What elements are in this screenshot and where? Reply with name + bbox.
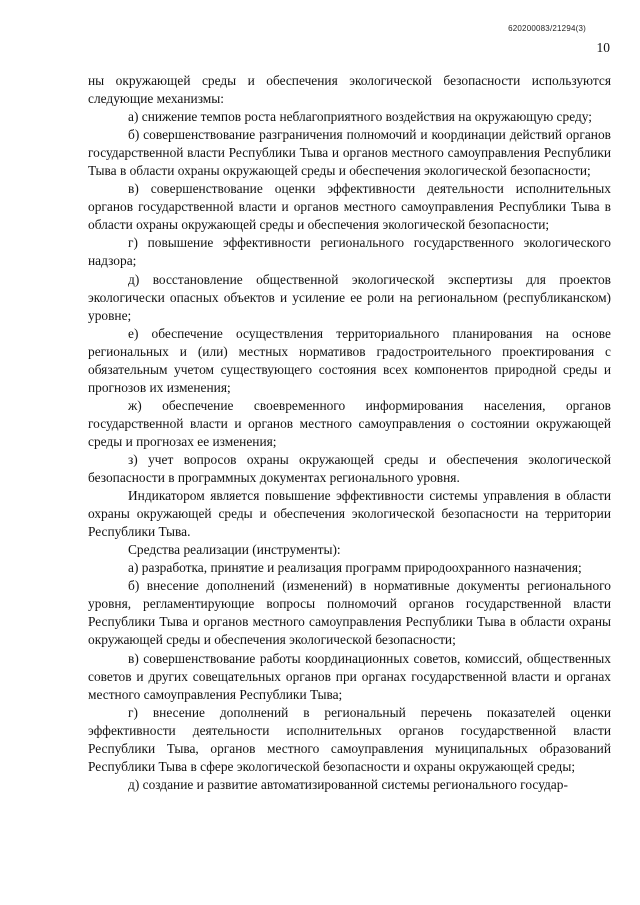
list-item-d: д) восстановление общественной экологической экспертизы для проектов экологически опасных объектов и усиление ее роли на региональном (республиканском) уровне; (88, 271, 611, 323)
tool-item-b: б) внесение дополнений (изменений) в нормативные документы регионального уровня, регламентирующие вопросы полномочий органов государственной власти Республики Тыва и органов местного самоуправления Республики Тыва в области охраны окружающей среды и обеспечения экологической безопасности; (88, 578, 611, 648)
indicator-paragraph: Индикатором является повышение эффективности системы управления в области охраны окружающей среды и обеспечения экологической безопасности на территории Республики Тыва. (88, 488, 611, 540)
list-item-b: б) совершенствование разграничения полномочий и координации действий органов государственной власти Республики Тыва и органов местного самоуправления Республики Тыва в области охраны окружающей среды и обеспечения экологической безопасности; (88, 127, 611, 179)
tools-heading: Средства реализации (инструменты): (128, 542, 341, 558)
paragraph: ны окружающей среды и обеспечения экологической безопасности используются следующие механизмы: (88, 73, 611, 107)
tool-item-v: в) совершенствование работы координационных советов, комиссий, общественных советов и других совещательных органов при органах государственной власти и органах местного самоуправления Республики Тыва; (88, 650, 611, 702)
list-item-v: в) совершенствование оценки эффективности деятельности исполнительных органов государственной власти и органов местного самоуправления Республики Тыва в области охраны окружающей среды и обеспечения экологической безопасности; (88, 181, 611, 233)
list-item-zh: ж) обеспечение своевременного информирования населения, органов государственной власти и органов местного самоуправления о состоянии окружающей среды и прогнозах ее изменения; (88, 397, 611, 449)
list-item-e: е) обеспечение осуществления территориального планирования на основе региональных и (или) местных нормативов градостроительного проектирования с обязательным учетом существующего состояния всех компонентов природной среды и прогнозов их изменения; (88, 325, 611, 395)
list-item-g: г) повышение эффективности регионального государственного экологического надзора; (88, 235, 611, 269)
document-code: 620200083/21294(3) (508, 24, 586, 33)
list-item-a: а) снижение темпов роста неблагоприятного воздействия на окружающую среду; (128, 109, 593, 125)
list-item-z: з) учет вопросов охраны окружающей среды и обеспечения экологической безопасности в программных документах регионального уровня. (88, 451, 611, 486)
tool-item-g: г) внесение дополнений в региональный перечень показателей оценки эффективности деятельности исполнительных органов государственной власти Республики Тыва, органов местного самоуправления муниципальных образований Республики Тыва в сфере экологической безопасности и охраны окружающей среды; (88, 704, 611, 774)
page-number: 10 (596, 40, 610, 55)
tool-item-d: д) создание и развитие автоматизированной системы регионального государ- (128, 776, 568, 792)
tool-item-a: а) разработка, принятие и реализация программ природоохранного назначения; (128, 560, 582, 576)
document-body (88, 72, 611, 794)
